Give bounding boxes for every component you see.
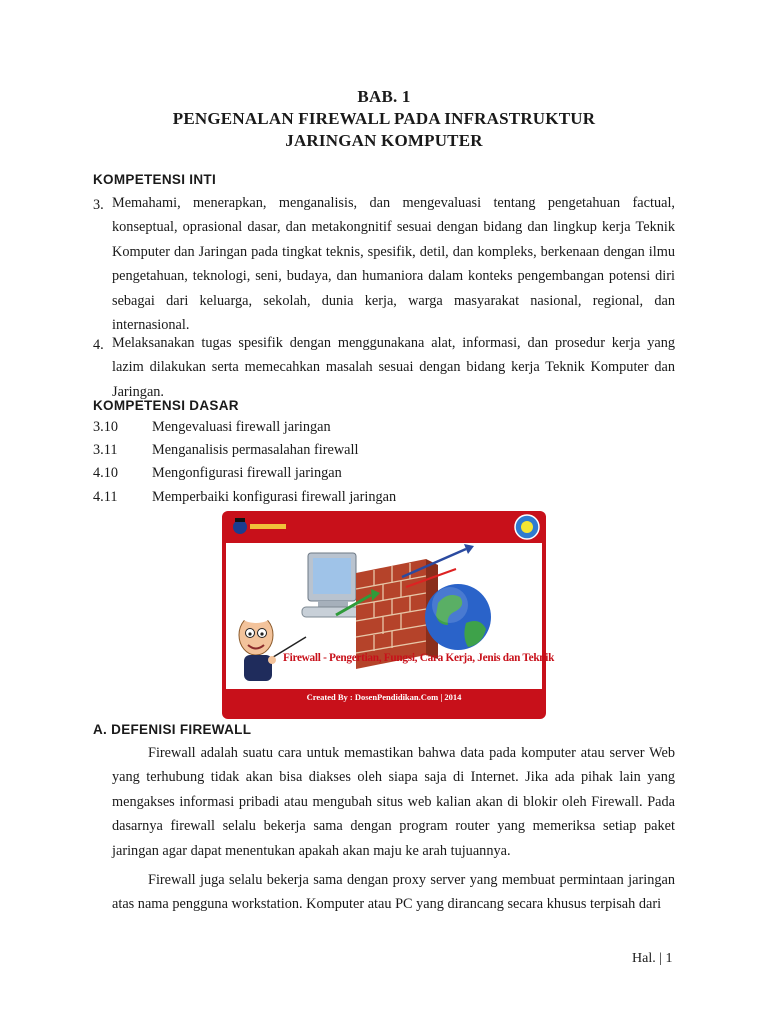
ki-item-text: Melaksanakan tugas spesifik dengan menggunakana alat, informasi, dan prosedur kerja yang lazim dilakukan serta memecahkan masalah sesuai dengan bidang kerja Teknik Komputer dan Jaringan.	[112, 335, 675, 400]
kd-text: Mengonfigurasi firewall jaringan	[152, 465, 342, 481]
cartoon-teacher-icon	[239, 611, 306, 681]
kd-code: 4.10	[93, 465, 119, 481]
emblem-icon	[514, 514, 540, 540]
globe-icon	[425, 584, 491, 650]
kd-text: Memperbaiki konfigurasi firewall jaringan	[152, 489, 397, 505]
section-a-title: A. DEFENISI FIREWALL	[93, 722, 252, 737]
banner-illustration	[226, 543, 542, 689]
ki-item-text: Memahami, menerapkan, menganalisis, dan mengevaluasi tentang pengetahuan factual, konseptual, oprasional dasar, dan metakongnitif sesuai dengan bidang dan lingkup kerja Teknik Komputer dan Jaringan pada tingkat teknis, spesifik, detil, dan kompleks, berkenaan dengan ilmu pengetahuan, teknologi, seni, budaya, dan humaniora dalam konteks pengembangan potensi diri sebagai dari keluarga, sekolah, dunia kerja, warga masyarakat nasional, regional, dan internasional.	[112, 195, 675, 334]
kd-text: Menganalisis permasalahan firewall	[152, 442, 359, 458]
chapter-number: BAB. 1	[357, 87, 411, 106]
chapter-title-line2: JARINGAN KOMPUTER	[285, 131, 483, 150]
firewall-illustration	[226, 543, 542, 689]
kd-code: 3.10	[93, 419, 119, 435]
section-a-paragraph-1: Firewall adalah suatu cara untuk memastikan bahwa data pada komputer atau server Web yang terhubung tidak akan bisa diakses oleh siapa saja di Internet. Jika ada pihak lain yang mengakses informasi pribadi atau mengubah situs web kalian akan di blokir oleh Firewall. Pada dasarnya firewall selalu bekerja sama dengan program router yang memeriksa setiap paket jaringan agar dapat menentukan apakah akan maju ke arah tujuannya.	[112, 745, 675, 859]
kd-code: 3.11	[93, 442, 118, 458]
section-a-paragraph-2: Firewall juga selalu bekerja sama dengan proxy server yang membuat permintaan jaringan atas nama pengguna workstation. Komputer atau PC yang dirancang secara khusus terpisah dari	[112, 872, 675, 913]
kd-text: Mengevaluasi firewall jaringan	[152, 419, 331, 435]
banner-caption: Firewall - Pengertian, Fungsi, Cara Kerja, Jenis dan Teknik	[283, 652, 555, 664]
kompetensi-dasar-title: KOMPETENSI DASAR	[93, 398, 239, 413]
chapter-title-line1: PENGENALAN FIREWALL PADA INFRASTRUKTUR	[172, 109, 596, 128]
kompetensi-inti-title: KOMPETENSI INTI	[93, 172, 217, 187]
site-logo-icon	[230, 515, 290, 539]
ki-item-number: 3.	[93, 197, 104, 213]
firewall-banner-image	[222, 511, 546, 719]
computer-icon	[302, 553, 362, 617]
page-number: Hal. | 1	[632, 951, 673, 966]
banner-footer-text: Created By : DosenPendidikan.Com | 2014	[306, 692, 462, 702]
ki-item-number: 4.	[93, 337, 104, 353]
kd-code: 4.11	[93, 489, 118, 505]
